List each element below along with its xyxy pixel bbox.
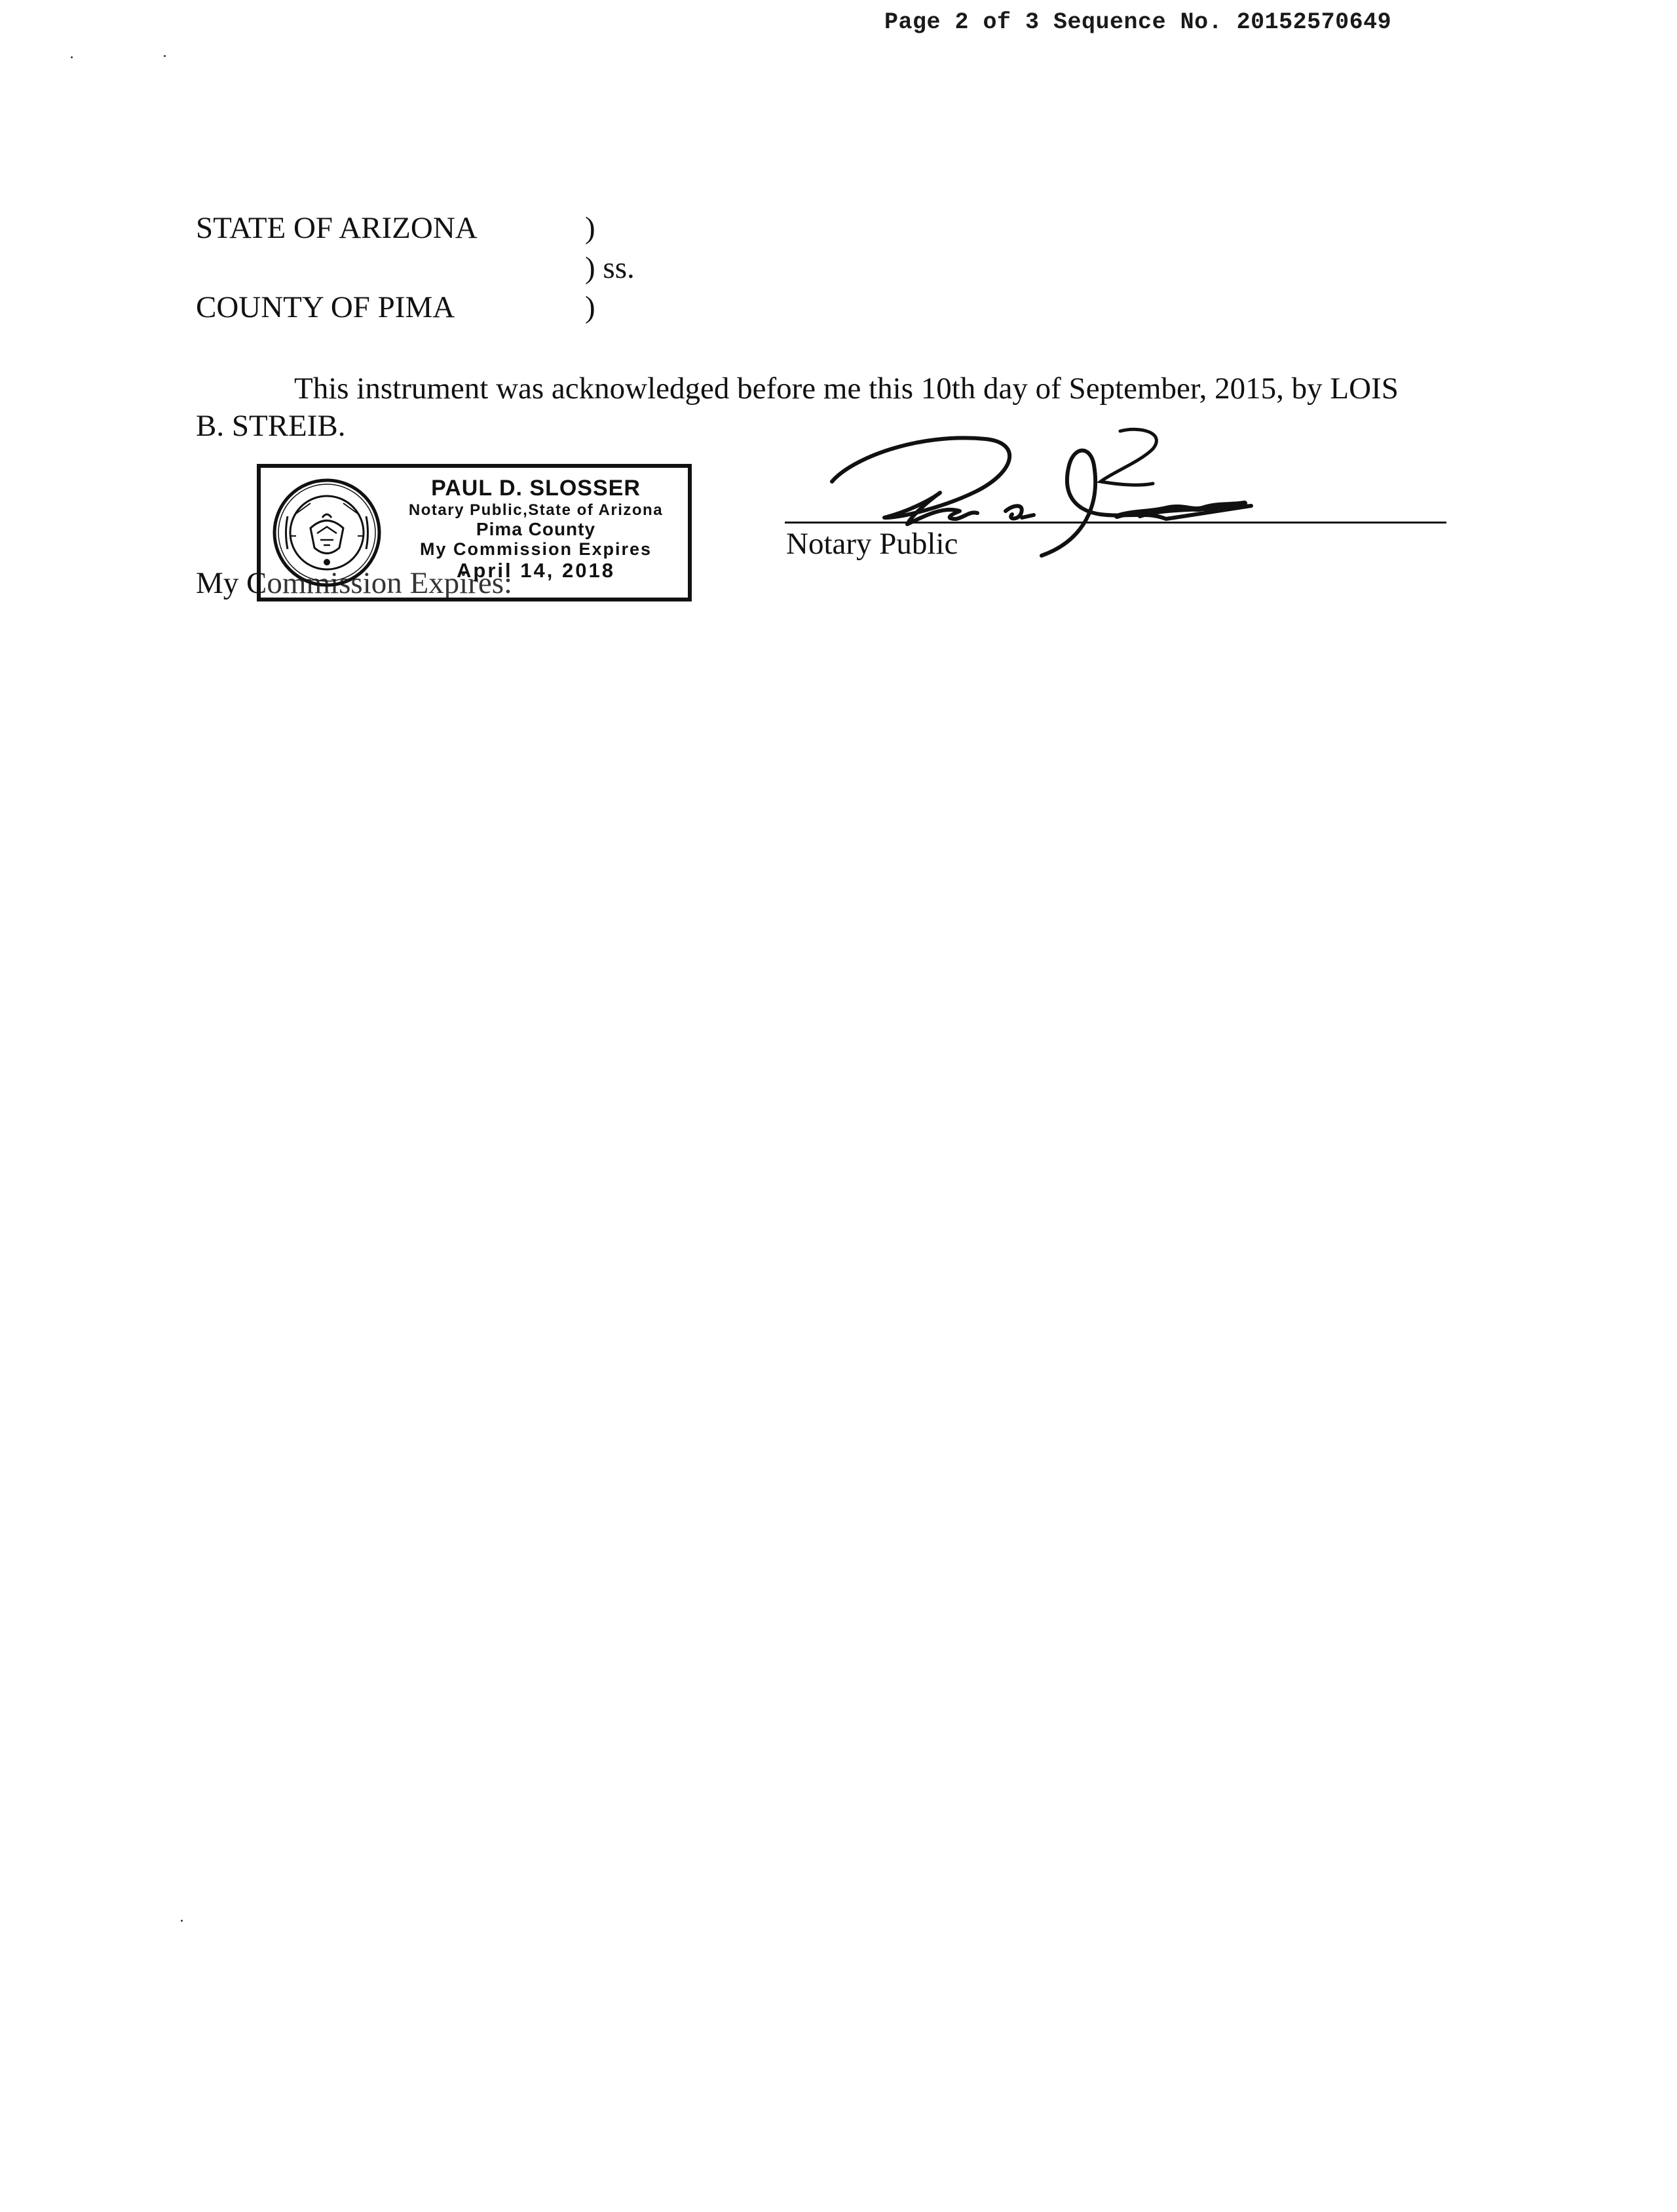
stamp-expires-label: My Commission Expires: [419, 539, 652, 560]
scan-speck: [71, 56, 73, 58]
notary-public-label: Notary Public: [786, 527, 958, 561]
venue-state: STATE OF ARIZONA: [196, 211, 478, 245]
scan-speck: [181, 1920, 183, 1922]
stamp-text-block: [385, 477, 687, 581]
stamp-expires-date: April 14, 2018: [457, 558, 615, 582]
page-sequence-header: Page 2 of 3 Sequence No. 20152570649: [884, 9, 1392, 35]
stamp-notary-title: Notary Public,State of Arizona: [408, 501, 664, 519]
stamp-county: Pima County: [476, 518, 596, 539]
venue-county: COUNTY OF PIMA: [196, 290, 455, 324]
notary-stamp: [257, 464, 692, 601]
venue-paren-ss: ) ss.: [585, 251, 635, 285]
notary-signature-image: [825, 419, 1284, 590]
scan-speck: [164, 55, 166, 57]
arizona-seal-icon: [271, 477, 383, 588]
venue-paren-top: ): [585, 211, 595, 245]
venue-paren-bottom: ): [585, 290, 595, 324]
acknowledgment-line-2: B. STREIB.: [196, 409, 346, 443]
acknowledgment-line-1: This instrument was acknowledged before me this 10th day of September, 2015, by LOIS: [294, 372, 1399, 406]
commission-expires-label: My Commission Expires:: [196, 566, 513, 600]
stamp-notary-name: PAUL D. SLOSSER: [431, 476, 641, 501]
